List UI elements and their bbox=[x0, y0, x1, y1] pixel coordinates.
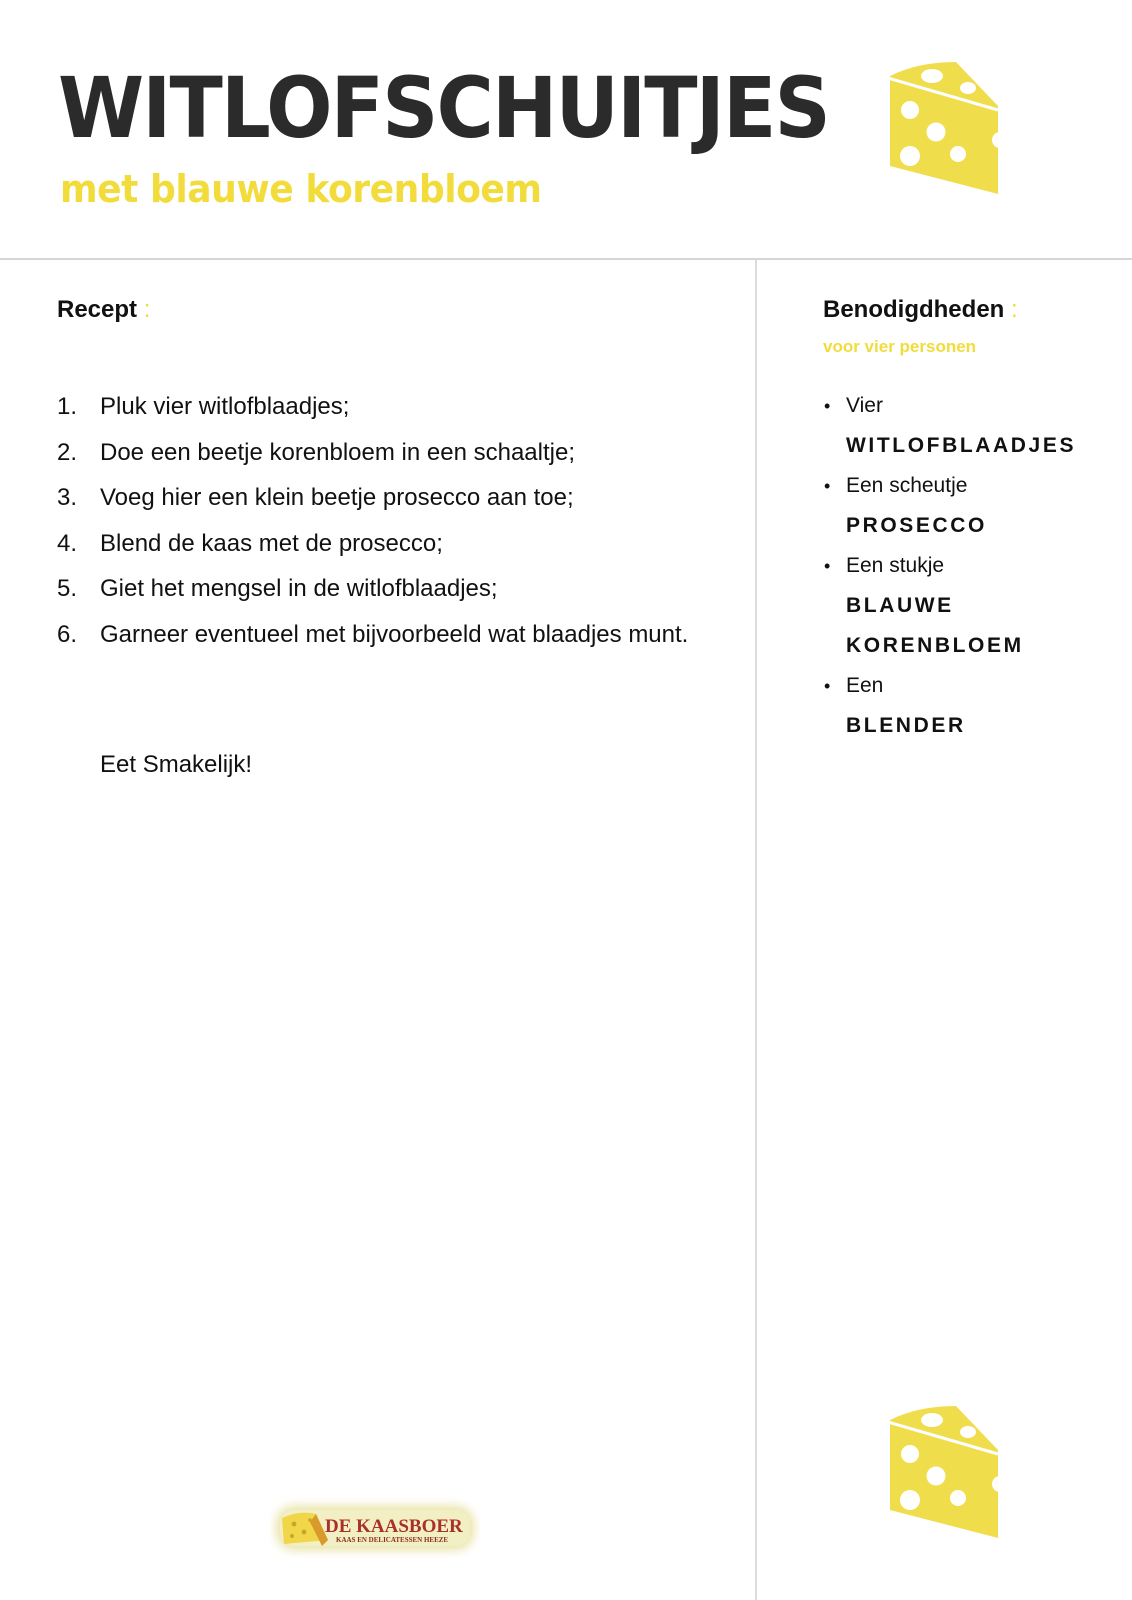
bullet-icon: • bbox=[824, 556, 831, 576]
ingredient-item bbox=[823, 546, 1123, 666]
logo-tagline: KAAS EN DELICATESSEN HEEZE bbox=[336, 1536, 449, 1544]
page-title: WITLOFSCHUITJES bbox=[58, 59, 829, 157]
step-number: 5. bbox=[57, 575, 78, 602]
recipe-steps bbox=[57, 384, 707, 657]
header-divider bbox=[0, 258, 1132, 260]
step-number: 3. bbox=[57, 484, 78, 511]
ingredient-quantity: Een bbox=[846, 674, 884, 697]
recipe-step bbox=[57, 430, 707, 476]
recipe-step bbox=[57, 612, 707, 658]
ingredient-name: BLENDER bbox=[846, 714, 966, 737]
step-text: Voeg hier een klein beetje prosecco aan toe; bbox=[100, 484, 574, 511]
bullet-icon: • bbox=[824, 676, 831, 696]
supplies-subheading: voor vier personen bbox=[823, 337, 977, 356]
ingredient-item bbox=[823, 466, 1123, 546]
cheese-icon bbox=[888, 58, 1000, 194]
logo-text: DE KAASBOER bbox=[325, 1516, 463, 1537]
closing-text: Eet Smakelijk! bbox=[100, 751, 253, 778]
de-kaasboer-logo bbox=[270, 1496, 480, 1558]
column-divider bbox=[755, 260, 757, 1600]
recipe-heading-label: Recept bbox=[57, 296, 138, 323]
step-text: Blend de kaas met de prosecco; bbox=[100, 529, 443, 557]
ingredient-name: WITLOFBLAADJES bbox=[846, 434, 1077, 457]
ingredient-name-line2: KORENBLOEM bbox=[846, 634, 1024, 657]
ingredient-quantity: Een scheutje bbox=[846, 474, 968, 497]
step-number: 1. bbox=[57, 393, 78, 420]
supplies-heading-colon: : bbox=[1011, 296, 1018, 323]
step-number: 2. bbox=[57, 438, 78, 466]
bullet-icon: • bbox=[824, 396, 831, 416]
ingredient-name: BLAUWE bbox=[846, 594, 954, 617]
ingredient-list bbox=[823, 386, 1123, 746]
bullet-icon: • bbox=[824, 476, 831, 496]
ingredient-item bbox=[823, 666, 1123, 746]
supplies-heading bbox=[823, 295, 1018, 325]
step-text: Pluk vier witlofblaadjes; bbox=[100, 393, 350, 420]
step-number: 4. bbox=[57, 529, 78, 557]
recipe-step bbox=[57, 475, 707, 521]
recipe-heading-colon: : bbox=[143, 296, 151, 323]
page-subtitle: met blauwe korenbloem bbox=[60, 167, 542, 211]
step-text: Giet het mengsel in de witlofblaadjes; bbox=[100, 575, 498, 602]
recipe-heading bbox=[57, 295, 150, 325]
ingredient-quantity: Een stukje bbox=[846, 554, 945, 577]
recipe-step bbox=[57, 384, 707, 430]
ingredient-name: PROSECCO bbox=[846, 514, 987, 537]
recipe-step bbox=[57, 566, 707, 612]
ingredient-item bbox=[823, 386, 1123, 466]
supplies-heading-label: Benodigdheden bbox=[823, 296, 1005, 323]
step-text: Doe een beetje korenbloem in een schaaltje; bbox=[100, 438, 575, 466]
step-number: 6. bbox=[57, 620, 78, 648]
recipe-step bbox=[57, 521, 707, 567]
ingredient-quantity: Vier bbox=[846, 394, 883, 417]
step-text: Garneer eventueel met bijvoorbeeld wat blaadjes munt. bbox=[100, 620, 689, 648]
cheese-icon bbox=[888, 1402, 1000, 1538]
